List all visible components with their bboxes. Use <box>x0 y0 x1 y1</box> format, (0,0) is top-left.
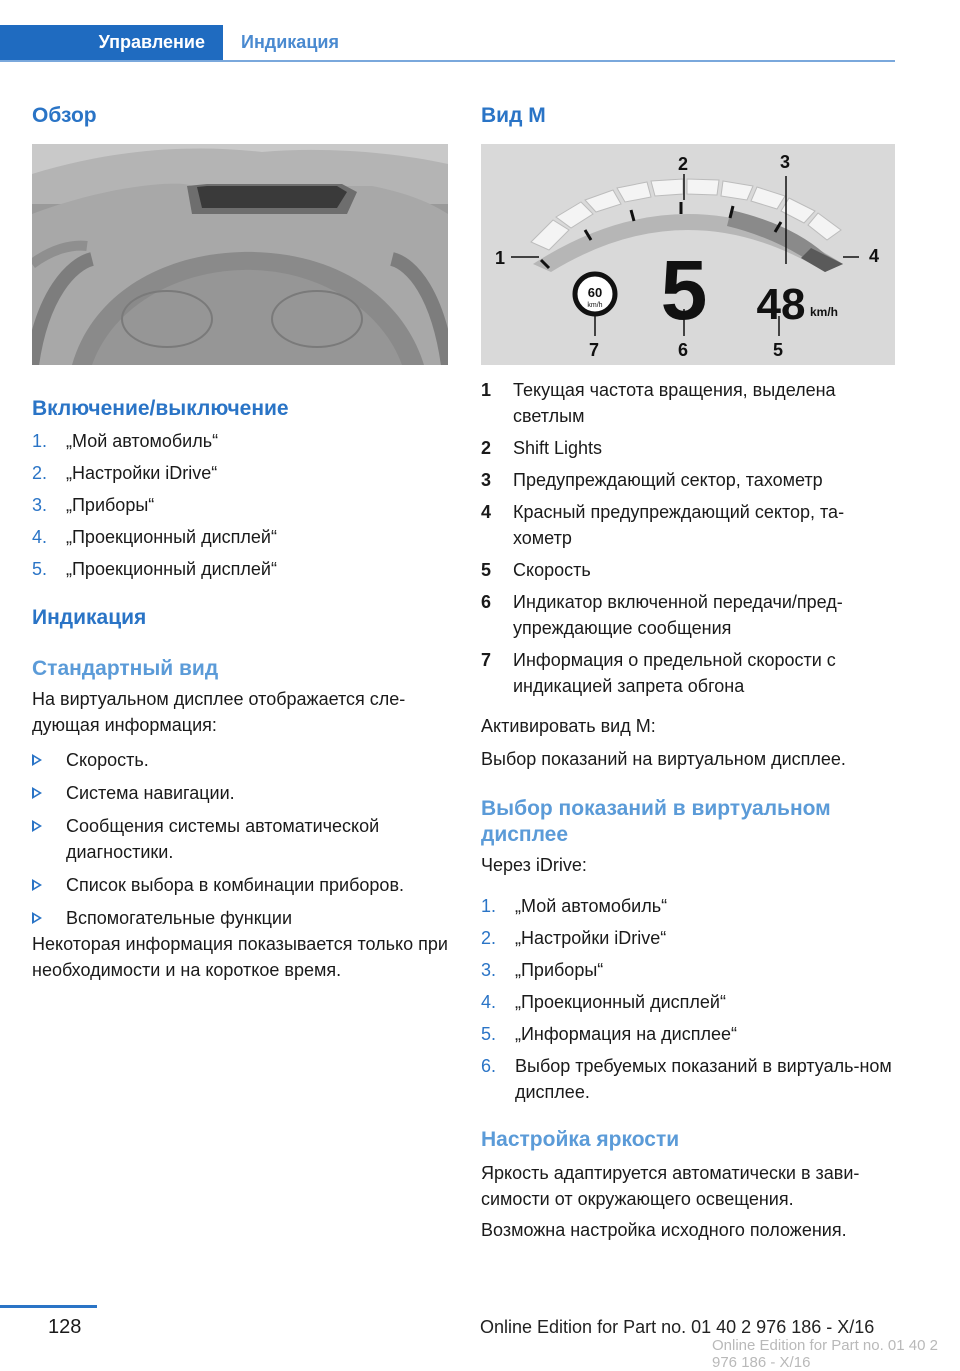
watermark-text: Online Edition for Part no. 01 40 2 976 186 - X/16 <box>712 1337 938 1371</box>
page-number: 128 <box>48 1316 82 1338</box>
legend-text: Красный предупреждающий сектор, та-хометр <box>513 502 845 548</box>
step-number: 5. <box>32 559 48 579</box>
step-text: „Настройки iDrive“ <box>66 463 218 483</box>
legend-text: Предупреждающий сектор, тахометр <box>513 470 823 490</box>
legend-number: 1 <box>481 380 492 400</box>
step-number: 2. <box>481 928 497 948</box>
callout-4: 4 <box>869 246 880 266</box>
callout-5: 5 <box>773 340 784 360</box>
m-view-heading: Вид M <box>481 104 546 127</box>
bullet-text: Вспомогательные функции <box>66 908 293 928</box>
step-text: „Приборы“ <box>66 495 155 515</box>
dashboard-illustration <box>32 144 448 365</box>
activate-instruction: Активировать вид M: <box>481 716 656 736</box>
header-divider <box>0 60 895 62</box>
tab-display[interactable]: Индикация <box>241 32 339 52</box>
legend-item <box>481 467 895 493</box>
triangle-bullet-icon <box>32 879 42 891</box>
list-item <box>32 813 448 865</box>
list-item <box>32 428 448 454</box>
tab-control[interactable]: Управление <box>0 25 223 60</box>
step-text: „Проекционный дисплей“ <box>66 559 277 579</box>
standard-intro: На виртуальном дисплее отображается сле-дующая информация: <box>32 689 406 735</box>
step-number: 4. <box>481 992 497 1012</box>
list-item <box>481 1021 895 1047</box>
legend-item <box>481 377 895 429</box>
step-number: 5. <box>481 1024 497 1044</box>
dashboard-image <box>32 144 448 365</box>
brightness-text: Яркость адаптируется автоматически в зави-симости от окружающего освещения. <box>481 1163 860 1209</box>
legend-text: Скорость <box>513 560 591 580</box>
bullet-text: Сообщения системы автоматической диагностики. <box>66 816 380 862</box>
via-idrive: Через iDrive: <box>481 855 587 875</box>
step-text: Выбор требуемых показаний в виртуаль-ном дисплее. <box>515 1056 892 1102</box>
gear-indicator: 5 <box>660 243 708 337</box>
list-item <box>32 460 448 486</box>
step-number: 6. <box>481 1056 497 1076</box>
legend-item <box>481 499 895 551</box>
list-item <box>32 492 448 518</box>
display-heading: Индикация <box>32 606 147 629</box>
m-view-legend <box>481 377 895 705</box>
legend-item <box>481 647 895 699</box>
m-view-figure <box>481 144 895 365</box>
header-bar <box>0 25 895 62</box>
brightness-note: Возможна настройка исходного положения. <box>481 1220 847 1240</box>
list-item <box>481 893 895 919</box>
list-item <box>481 957 895 983</box>
footer-divider <box>0 1305 97 1308</box>
step-text: „Приборы“ <box>515 960 604 980</box>
step-number: 3. <box>32 495 48 515</box>
onoff-heading: Включение/выключение <box>32 397 289 420</box>
step-text: „Проекционный дисплей“ <box>515 992 726 1012</box>
list-item <box>32 872 448 898</box>
limit-value: 60 <box>587 285 603 300</box>
list-item <box>32 780 448 806</box>
step-number: 1. <box>481 896 497 916</box>
m-view-illustration <box>481 144 895 365</box>
select-steps <box>481 893 895 1111</box>
triangle-bullet-icon <box>32 754 42 766</box>
step-text: „Мой автомобиль“ <box>515 896 668 916</box>
callout-2: 2 <box>678 154 689 174</box>
legend-number: 6 <box>481 592 492 612</box>
legend-item <box>481 589 895 641</box>
limit-unit: km/h <box>587 302 603 309</box>
list-item <box>32 556 448 582</box>
triangle-bullet-icon <box>32 787 42 799</box>
legend-number: 3 <box>481 470 492 490</box>
legend-number: 7 <box>481 650 492 670</box>
step-number: 4. <box>32 527 48 547</box>
step-number: 2. <box>32 463 48 483</box>
activate-step: Выбор показаний на виртуальном дисплее. <box>481 749 846 769</box>
step-text: „Информация на дисплее“ <box>515 1024 737 1044</box>
display-note: Некоторая информация показывается только при необходимости и на короткое время. <box>32 934 448 980</box>
legend-number: 5 <box>481 560 492 580</box>
legend-number: 2 <box>481 438 492 458</box>
bullet-text: Скорость. <box>66 750 149 770</box>
legend-item <box>481 435 895 461</box>
legend-number: 4 <box>481 502 492 522</box>
overview-heading: Обзор <box>32 104 97 127</box>
speed-unit: km/h <box>809 305 839 319</box>
callout-7: 7 <box>589 340 600 360</box>
step-number: 3. <box>481 960 497 980</box>
callout-1: 1 <box>495 248 506 268</box>
callout-3: 3 <box>780 152 791 172</box>
legend-item <box>481 557 895 583</box>
step-text: „Мой автомобиль“ <box>66 431 219 451</box>
standard-bullets <box>32 747 448 938</box>
step-number: 1. <box>32 431 48 451</box>
bullet-text: Список выбора в комбинации приборов. <box>66 875 405 895</box>
legend-text: Текущая частота вращения, выделена светлым <box>513 380 836 426</box>
speed-value: 48 <box>756 280 806 329</box>
triangle-bullet-icon <box>32 912 42 924</box>
list-item <box>481 989 895 1015</box>
step-text: „Настройки iDrive“ <box>515 928 667 948</box>
list-item <box>32 905 448 931</box>
standard-view-heading: Стандартный вид <box>32 657 219 680</box>
step-text: „Проекционный дисплей“ <box>66 527 277 547</box>
legend-text: Индикатор включенной передачи/пред-упреждающие сообщения <box>513 592 843 638</box>
select-heading: Выбор показаний в виртуальном дисплее <box>481 797 831 846</box>
callout-6: 6 <box>678 340 689 360</box>
onoff-steps <box>32 428 448 588</box>
list-item <box>32 747 448 773</box>
brightness-heading: Настройка яркости <box>481 1128 680 1151</box>
list-item <box>481 925 895 951</box>
list-item <box>481 1053 895 1105</box>
legend-text: Информация о предельной скорости с индикацией запрета обгона <box>513 650 836 696</box>
legend-text: Shift Lights <box>513 438 603 458</box>
list-item <box>32 524 448 550</box>
triangle-bullet-icon <box>32 820 42 832</box>
edition-text: Online Edition for Part no. 01 40 2 976 186 - X/16 <box>480 1317 875 1337</box>
bullet-text: Система навигации. <box>66 783 235 803</box>
